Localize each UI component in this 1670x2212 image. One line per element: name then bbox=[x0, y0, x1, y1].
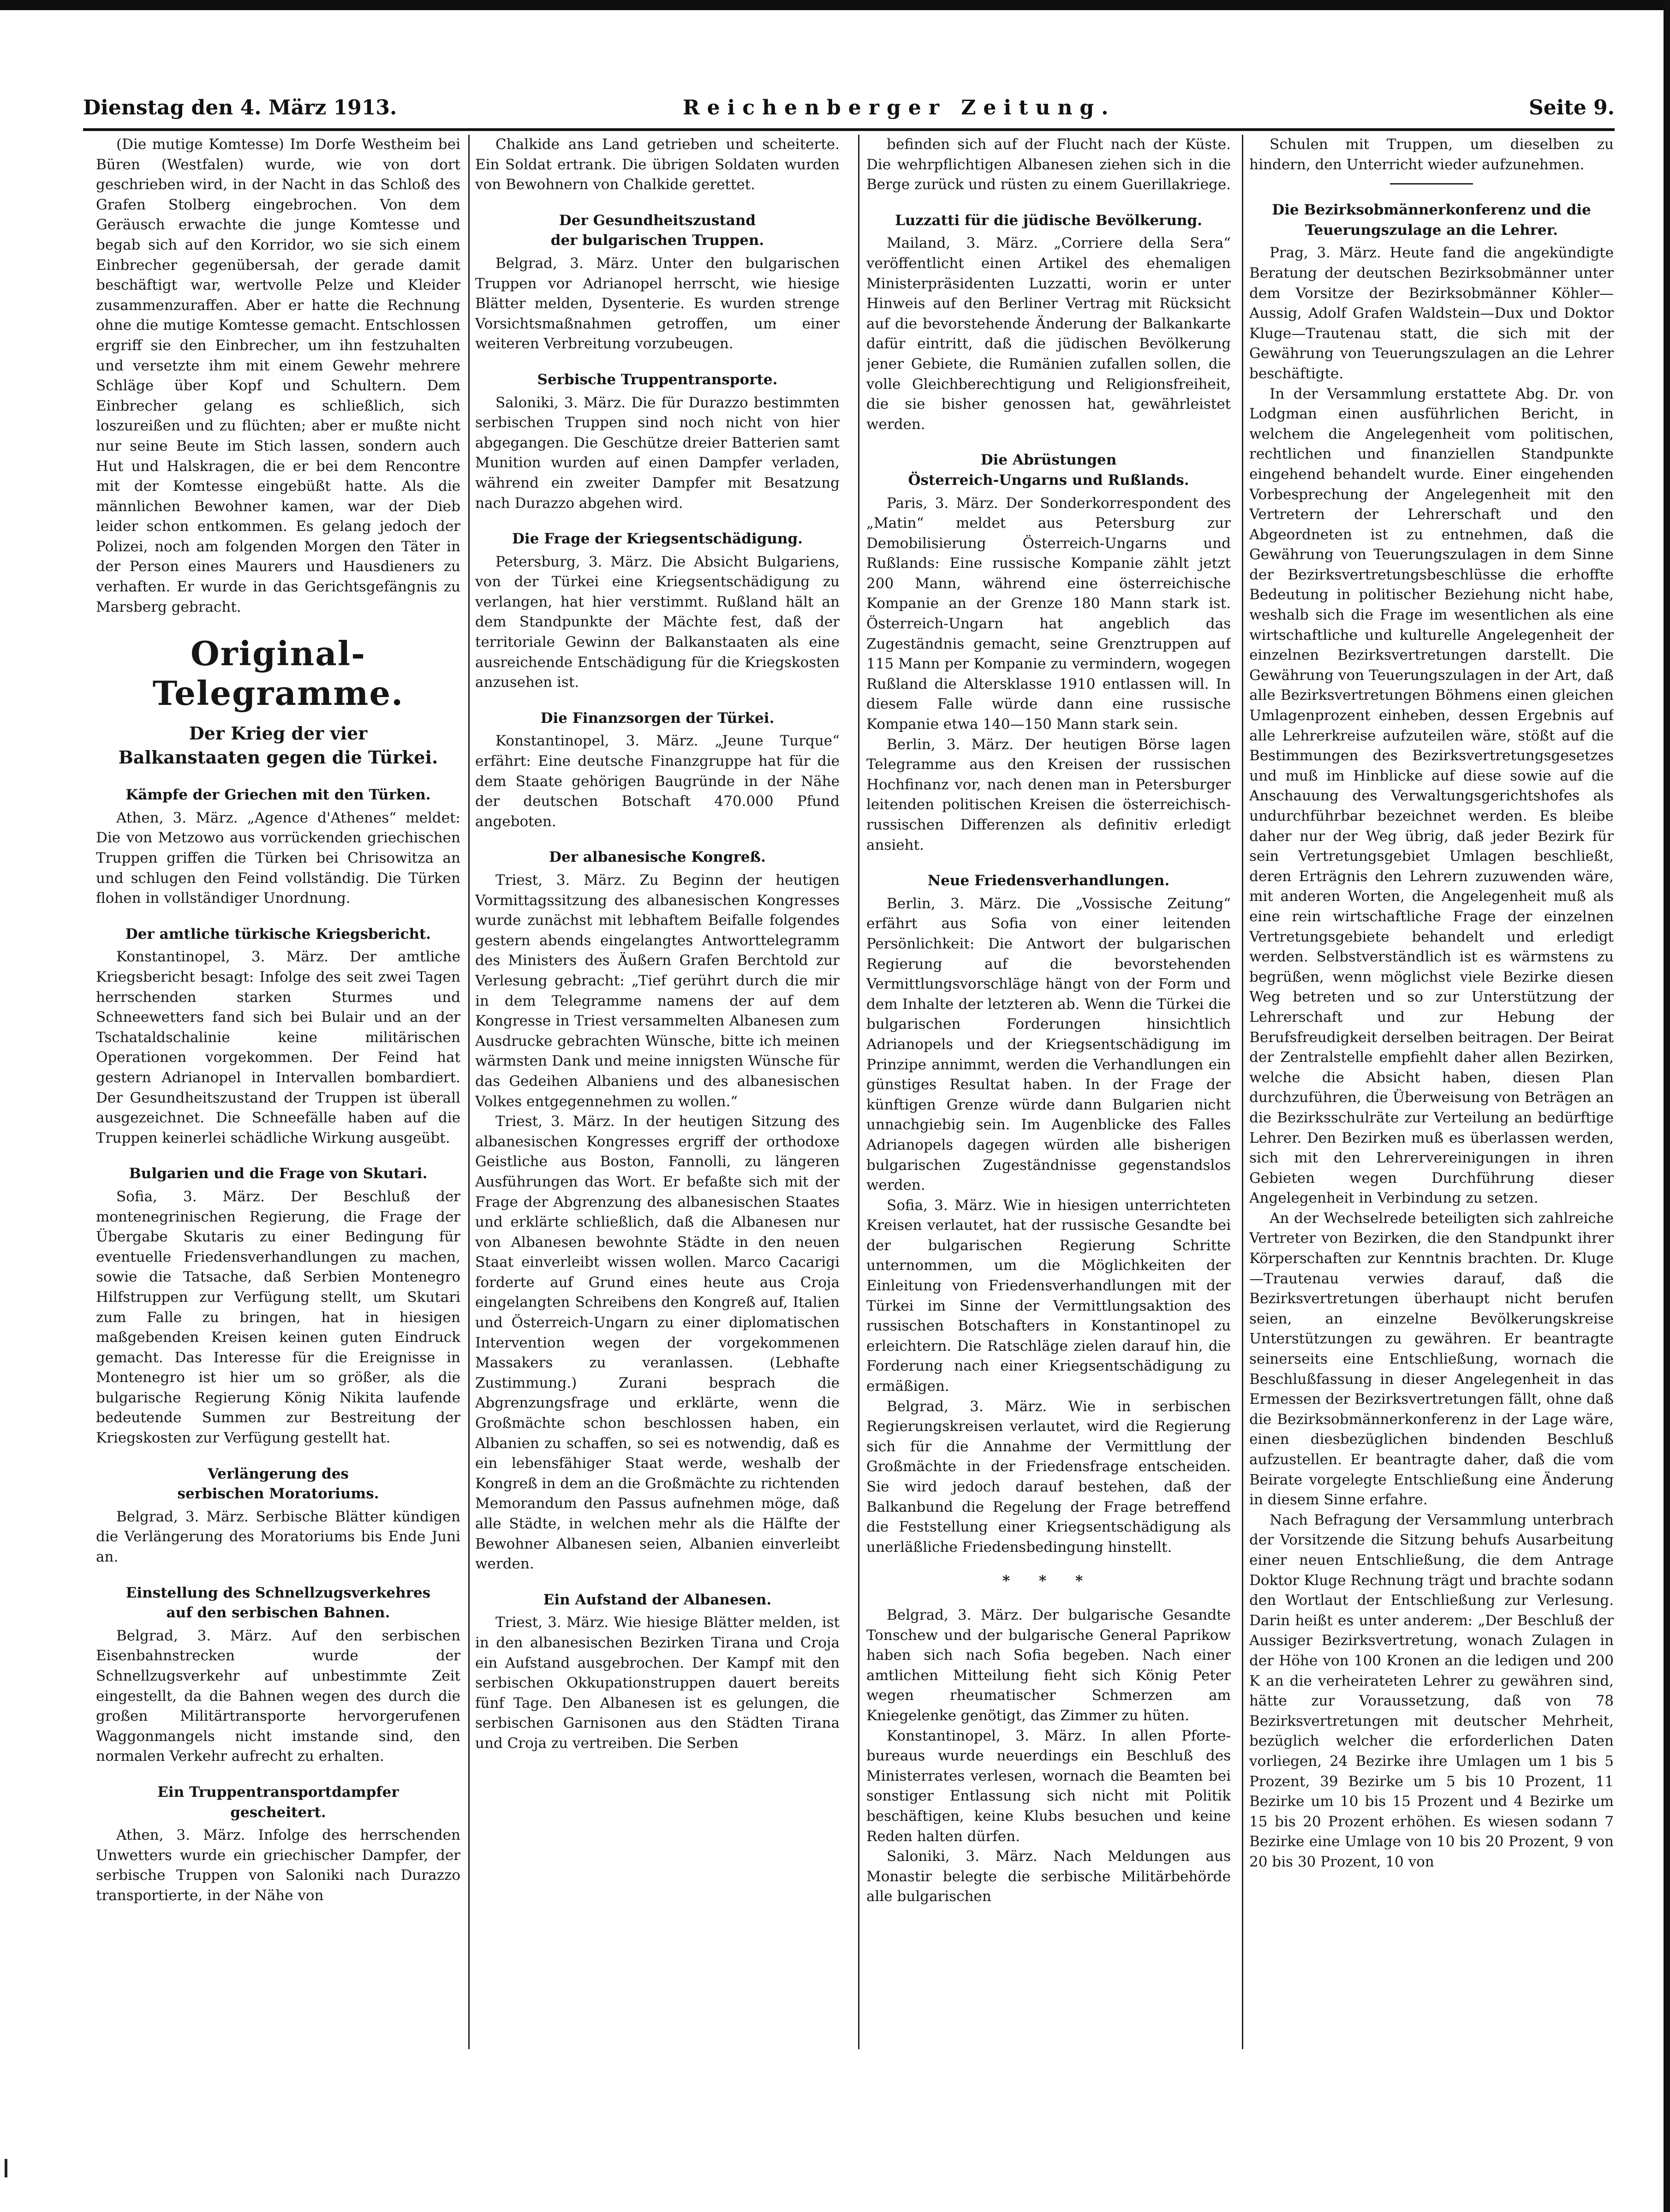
headline-line: Verlängerung des bbox=[208, 1465, 349, 1482]
headline-line: Ein Truppentransportdampfer bbox=[157, 1783, 399, 1801]
article-paragraph: Belgrad, 3. März. Unter den bulgarischen Truppen vor Adrianopel herrscht, wie hiesige Blätter melden, Dysenterie. Es wurden strenge Vorsichtsmaßnahmen getroffen, um einer weiteren Verbreitung vorzubeugen. bbox=[475, 255, 840, 352]
article-paragraph: In der Versammlung erstattete Abg. Dr. von Lodgman einen ausführlichen Bericht, in welchem die Angelegenheit vom politischen, rechtlichen und finanziellen Standpunkte eingehend behandelt wurde. Einer eingehenden Vorbesprechung der Angelegenheit mit den Vertretern der Lehrerschaft und den Abgeordneten ist zu entnehmen, daß die Gewährung von Teuerungszulagen in dem Sinne der Bezirksvertretungsbeschlüsse die erhoffte Bedeutung in politischer Beziehung nicht habe, weshalb sich die Frage im wesentlichen als eine wirtschaftliche und kulturelle Angelegenheit der einzelnen Bezirksvertretungen darstellt. Die Gewährung von Teuerungszulagen in der Art, daß alle Bezirksvertretungen Böhmens einen gleichen Umlagenprozent einheben, dessen Ergebnis auf alle Lehrerkreise aufzuteilen wäre, stößt auf die Bestimmungen des Bezirksvertretungsgesetzes und muß im Hinblicke auf diese sowie auf die Anschauung des Verwaltungsgerichtshofes als undurchführbar bezeichnet werden. Es bleibe daher nur der Weg übrig, daß jeder Bezirk für sein Vertretungsgebiet Umlagen beschließt, deren Erträgnis den Lehrern zuzuwenden wäre, mit anderen Worten, die Angelegenheit muß als eine rein wirtschaftliche Frage der einzelnen Vertretungsgebiete behandelt und erledigt werden. Selbstverständlich ist es wärmstens zu begrüßen, wenn möglichst viele Bezirke diesen Weg betreten und so zur Unterstützung der Lehrerschaft und zur Hebung der Berufsfreudigkeit derselben beitragen. Der Beirat der Zentralstelle empfiehlt daher allen Bezirken, welche die Absicht haben, diesen Plan durchzuführen, die Überweisung von Beträgen an die Bezirksschulräte zur Verteilung an bedürftige Lehrer. Den Bezirken muß es überlassen werden, sich mit den Lehrervereinigungen in ihren Gebieten wegen Durchführung dieser Angelegenheit in Verbindung zu setzen. bbox=[1249, 385, 1614, 1207]
article-paragraph: An der Wechselrede beteiligten sich zahlreiche Vertreter von Bezirken, die den Standpunkt ihrer Körperschaften zur Kenntnis brachten. Dr. Kluge—Trautenau verwies darauf, daß die Bezirksvertretungen überhaupt nicht berufen seien, an einzelne Bevölkerungskreise Unterstützungen zu gewähren. Er beantragte seinerseits eine Entschließung, wornach die Beschlußfassung in dieser Angelegenheit in das Ermessen der Bezirksvertretungen fällt, ohne daß die Bezirksobmännerkonferenz in der Lage wäre, einen diesbezüglichen bindenden Beschluß aufzustellen. Er beantragte daher, daß die vom Beirate vorgelegte Entschließung eine Änderung in diesem Sinne erfahre. bbox=[1249, 1210, 1614, 1508]
header-rule bbox=[83, 128, 1615, 131]
article-headline bbox=[866, 450, 1231, 490]
headline-line: Österreich-Ungarns und Rußlands. bbox=[908, 471, 1189, 489]
article-paragraph: Belgrad, 3. März. Wie in serbischen Regierungskreisen verlautet, wird die Regierung sich für die Annahme der Vermittlung der Großmächte in der Friedensfrage entscheiden. Sie wird jedoch darauf bestehen, daß der Balkanbund die Regelung der Frage betreffend die Feststellung einer Kriegsentschädigung als unerläßliche Friedensbedingung hinstellt. bbox=[866, 1398, 1231, 1556]
article-paragraph: Nach Befragung der Versammlung unterbrach der Vorsitzende die Sitzung behufs Ausarbeitung einer neuen Entschließung, die dem Antrage Doktor Kluge Rechnung trägt und brachte sodann den Wortlaut der Entschließung zur Verlesung. Darin heißt es unter anderem: „Der Beschluß der Aussiger Bezirksvertretung, wonach Zulagen in der Höhe von 100 Kronen an die ledigen und 200 K an die verheirateten Lehrer zu gewähren sind, hätte zur Voraussetzung, daß von 78 Bezirksvertretungen mit deutscher Mehrheit, bezüglich welcher die erforderlichen Daten vorliegen, 24 Bezirke ihre Umlagen um 1 bis 5 Prozent, 39 Bezirke um 5 bis 10 Prozent, 11 Bezirke um 10 bis 15 Prozent und 4 Bezirke um 15 bis 20 Prozent erhöhen. Es wiesen sodann 7 Bezirke eine Umlage von 10 bis 20 Prozent, 9 von 20 bis 30 Prozent, 10 von bbox=[1249, 1511, 1614, 1870]
article-paragraph: Belgrad, 3. März. Auf den serbischen Eisenbahnstrecken wurde der Schnellzugsverkehr auf unbestimmte Zeit eingestellt, da die Bahnen wegen des durch die großen Militärtransporte hervorgerufenen Waggonmangels nicht imstande sind, den normalen Verkehr aufrecht zu erhalten. bbox=[96, 1627, 460, 1765]
article-headline bbox=[475, 709, 840, 729]
column-rule bbox=[858, 135, 859, 2049]
article-paragraph: Petersburg, 3. März. Die Absicht Bulgariens, von der Türkei eine Kriegsentschädigung zu verlangen, hat hier verstimmt. Rußland hält an dem Standpunkte der Mächte fest, daß der territoriale Gewinn der Balkanstaaten als eine ausreichende Entschädigung für die Kriegskosten anzusehen ist. bbox=[475, 553, 840, 691]
article-paragraph: Triest, 3. März. In der heutigen Sitzung des albanesischen Kongresses ergriff der orthodoxe Geistliche aus Boston, Fannolli, zu längeren Ausführungen das Wort. Er befaßte sich mit der Frage der Abgrenzung des albanesischen Staates und erklärte schließlich, daß die Albanesen nur von Albanesen bewohnte Städte in den neuen Staat einverleibt wissen wollen. Marco Cacarigi forderte auf Grund eines heute aus Croja eingelangten Schreibens den Kongreß auf, Italien und Österreich-Ungarn zu einer diplomatischen Intervention wegen der vorgekommenen Massakers zu veranlassen. (Lebhafte Zustimmung.) Zurani besprach die Abgrenzungsfrage und erklärte, wenn die Großmächte schon beschlossen haben, ein Albanien zu schaffen, so sei es notwendig, daß es ein lebensfähiger Staat werde, weshalb der Kongreß in dem an die Großmächte zu richtenden Memorandum den Passus aufnehmen möge, daß alle Städte, in welchen mehr als die Hälfte der Bewohner Albanesen seien, Albanien einverleibt werden. bbox=[475, 1113, 840, 1573]
section-subheadline bbox=[96, 721, 460, 769]
article-headline bbox=[96, 1464, 460, 1504]
column-2 bbox=[475, 135, 840, 2049]
article-paragraph: Konstantinopel, 3. März. Der amtliche Kriegsbericht besagt: Infolge des seit zwei Tagen herrschenden starken Sturmes und Schneewetters fand sich bei Bulair und an der Tschataldschalinie keine militärischen Operationen vorgekommen. Der Feind hat gestern Adrianopel in Intervallen bombardiert. Der Gesundheitszustand der Truppen ist überall ausgezeichnet. Die Schneefälle haben auf die Truppen keinerlei schädliche Wirkung ausgeübt. bbox=[96, 948, 460, 1146]
article-headline bbox=[96, 924, 460, 945]
article-paragraph: Chalkide ans Land getrieben und scheiterte. Ein Soldat ertrank. Die übrigen Soldaten wurden von Bewohnern von Chalkide gerettet. bbox=[475, 136, 840, 193]
headline-line: serbischen Moratoriums. bbox=[177, 1485, 379, 1502]
headline-line: Kämpfe der Griechen mit den Türken. bbox=[125, 787, 431, 804]
article-paragraph: Triest, 3. März. Wie hiesige Blätter melden, ist in den albanesischen Bezirken Tirana und Croja ein Aufstand ausgebrochen. Der Kampf mit den serbischen Okkupationstruppen dauert bereits fünf Tage. Den Albanesen ist es gelungen, die serbischen Garnisonen aus den Städten Tirana und Croja zu vertreiben. Die Serben bbox=[475, 1614, 840, 1752]
headline-line: auf den serbischen Bahnen. bbox=[166, 1604, 390, 1622]
article-headline bbox=[1249, 200, 1614, 240]
article-headline bbox=[96, 1783, 460, 1823]
headline-line: Ein Aufstand der Albanesen. bbox=[543, 1591, 772, 1608]
newspaper-page bbox=[28, 0, 1661, 2212]
article-paragraph: Paris, 3. März. Der Sonderkorrespondent des „Matin“ meldet aus Petersburg zur Demobilisierung Österreich-Ungarns und Rußlands: Eine russische Kompanie zählt jetzt 200 Mann, während eine österreichische Kompanie an der Grenze 180 Mann stark ist. Österreich-Ungarn hat angeblich das Zugeständnis gemacht, seine Grenztruppen auf 115 Mann per Kompanie zu vermindern, wogegen Rußland die Altersklasse 1910 entlassen will. In diesem Falle würde dann eine russische Kompanie etwa 140—150 Mann stark sein. bbox=[866, 495, 1231, 733]
article-headline bbox=[866, 871, 1231, 891]
article-paragraph: Konstantinopel, 3. März. „Jeune Turque“ erfährt: Eine deutsche Finanzgruppe hat für die dem Staate gehörigen Baugründe in der Nähe der deutschen Botschaft 470.000 Pfund angeboten. bbox=[475, 733, 840, 830]
article-paragraph: (Die mutige Komtesse) Im Dorfe Westheim bei Büren (Westfalen) wurde, wie von dort geschrieben wird, in der Nacht in das Schloß des Grafen Stolberg eingebrochen. Von dem Geräusch erwachte die junge Komtesse und begab sich auf den Korridor, wo sie sich einem Einbrecher gegenübersah, der gerade damit beschäftigt war, wertvolle Pelze und Kleider zusammenzuraffen. Aber er hatte die Rechnung ohne die mutige Komtesse gemacht. Entschlossen ergriff sie den Einbrecher, um ihn festzuhalten und versetzte ihm mit einem Gewehr mehrere Schläge über Kopf und Schultern. Dem Einbrecher gelang es schließlich, sich loszureißen und zu flüchten; aber er mußte nicht nur seine Beute im Stich lassen, sondern auch Hut und Halskragen, die er bei dem Rencontre mit der Komtesse eingebüßt hatte. Als die männlichen Bewohner kamen, war der Dieb leider schon entkommen. Es gelang jedoch der Polizei, noch am folgenden Morgen den Täter in der Person eines Maurers und Hausdieners zu verhaften. Er wurde in das Gerichtsgefängnis zu Marsberg gebracht. bbox=[96, 136, 460, 615]
article-paragraph: Berlin, 3. März. Die „Vossische Zeitung“ erfährt aus Sofia von einer leitenden Persönlichkeit: Die Antwort der bulgarischen Regierung auf die bevorstehenden Vermittlungsvorschläge hängt von der Form und dem Inhalte der letzteren ab. Wenn die Türkei die bulgarischen Forderungen hinsichtlich Adrianopels und der Kriegsentschädigung im Prinzipe annimmt, werden die Verhandlungen ein günstiges Resultat haben. In der Frage der künftigen Grenze würde dann Bulgarien nicht unnachgiebig sein. Im Augenblicke des Falles Adrianopels dagegen würden alle bisherigen bulgarischen Zugeständnisse gegenstandslos werden. bbox=[866, 895, 1231, 1194]
headline-line: Der Gesundheitszustand bbox=[559, 212, 756, 229]
column-rule bbox=[1242, 135, 1243, 2049]
article-headline bbox=[96, 1164, 460, 1184]
article-paragraph: Saloniki, 3. März. Nach Meldungen aus Monastir belegte die serbische Militärbehörde alle bulgarischen bbox=[866, 1848, 1231, 1905]
article-paragraph: Triest, 3. März. Zu Beginn der heutigen Vormittagssitzung des albanesischen Kongresses wurde zunächst mit lebhaftem Beifalle folgendes gestern abends eingelangtes Antworttelegramm des Ministers des Äußern Grafen Berchtold zur Verlesung gebracht: „Tief gerührt durch die mir in dem Telegramme namens der auf dem Kongresse in Triest versammelten Albanesen zum Ausdrucke gebrachten Wünsche, bitte ich meinen wärmsten Dank und meine innigsten Wünsche für das Gedeihen Albaniens und des albanesischen Volkes entgegennehmen zu wollen.“ bbox=[475, 872, 840, 1110]
article-headline bbox=[475, 847, 840, 868]
scan-border-right bbox=[1664, 0, 1670, 2212]
article-paragraph: Athen, 3. März. „Agence d'Athenes“ meldet: Die von Metzowo aus vorrückenden griechischen Truppen griffen die Türken bei Chrisowitza an und schlugen den Feind vollständig. Die Türken flohen in vollständiger Unordnung. bbox=[96, 809, 460, 907]
scan-mark bbox=[5, 2159, 7, 2177]
article-paragraph: Belgrad, 3. März. Der bulgarische Gesandte Tonschew und der bulgarische General Paprikow haben sich nach Sofia begeben. Nach einer amtlichen Mitteilung fieht sich König Peter wegen rheumatischer Schmerzen am Kniegelenke genötigt, das Zimmer zu hüten. bbox=[866, 1606, 1231, 1724]
headline-line: Der albanesische Kongreß. bbox=[549, 849, 766, 866]
headline-line: Neue Friedensverhandlungen. bbox=[927, 872, 1170, 889]
headline-line: Luzzatti für die jüdische Bevölkerung. bbox=[895, 212, 1202, 229]
column-3 bbox=[866, 135, 1231, 2049]
asterisk-separator: * * * bbox=[1002, 1573, 1095, 1590]
article-headline bbox=[475, 1590, 840, 1610]
article-headline bbox=[475, 370, 840, 390]
column-rule bbox=[468, 135, 470, 2049]
headline-line: Der amtliche türkische Kriegsbericht. bbox=[125, 925, 431, 942]
header-newspaper-title: Reichenberger Zeitung. bbox=[683, 96, 1116, 119]
article-paragraph: Saloniki, 3. März. Die für Durazzo bestimmten serbischen Truppen sind noch nicht von hier abgegangen. Die Geschütze dreier Batterien samt Munition wurden auf einen Dampfer verladen, während ein zweiter Dampfer mit Besatzung nach Durazzo abgehen wird. bbox=[475, 394, 840, 512]
section-title: Original-Telegramme. bbox=[152, 634, 404, 713]
article-paragraph: Prag, 3. März. Heute fand die angekündigte Beratung der deutschen Bezirksobmänner unter dem Vorsitze der Bezirksobmänner Köhler—Aussig, Adolf Grafen Waldstein—Dux und Doktor Kluge—Trautenau statt, die sich mit der Gewährung von Teuerungszulagen an die Lehrer beschäftigte. bbox=[1249, 244, 1614, 382]
article-paragraph: Konstantinopel, 3. März. In allen Pforte-bureaus wurde neuerdings ein Beschluß des Ministerrates verlesen, wornach die Beamten bei sonstiger Entlassung sich nicht mit Politik beschäftigen, keine Klubs besuchen und keine Reden halten dürfen. bbox=[866, 1727, 1231, 1845]
headline-line: Die Abrüstungen bbox=[980, 452, 1117, 469]
headline-line: Die Finanzsorgen der Türkei. bbox=[540, 710, 775, 727]
article-headline bbox=[96, 785, 460, 805]
article-paragraph: Mailand, 3. März. „Corriere della Sera“ veröffentlicht einen Artikel des ehemaligen Ministerpräsidenten Luzzatti, worin er unter Hinweis auf den Berliner Vertrag mit Rücksicht auf die bevorstehende Änderung der Balkankarte dafür eintritt, daß die jüdischen Bevölkerung jener Gebiete, die Rumänien zufallen sollen, die volle Gleichberechtigung und Religionsfreiheit, die sie bisher genossen hat, gewährleistet werden. bbox=[866, 235, 1231, 433]
headline-line: Der Krieg der vier bbox=[189, 723, 368, 744]
headline-line: Teuerungszulage an die Lehrer. bbox=[1305, 221, 1558, 238]
header-page-number: Seite 9. bbox=[1528, 96, 1615, 119]
headline-line: Serbische Truppentransporte. bbox=[537, 371, 778, 388]
article-headline bbox=[96, 1583, 460, 1623]
article-paragraph: Athen, 3. März. Infolge des herrschenden Unwetters wurde ein griechischer Dampfer, der serbische Truppen von Saloniki nach Durazzo transportierte, in der Nähe von bbox=[96, 1827, 460, 1904]
headline-line: gescheitert. bbox=[230, 1804, 326, 1821]
headline-line: Die Frage der Kriegsentschädigung. bbox=[512, 531, 803, 548]
headline-line: Balkanstaaten gegen die Türkei. bbox=[118, 747, 438, 768]
short-rule bbox=[1390, 183, 1473, 185]
article-paragraph: Sofia, 3. März. Wie in hiesigen unterrichteten Kreisen verlautet, hat der russische Gesandte bei der bulgarischen Regierung Schritte unternommen, um die Möglichkeiten der Einleitung von Friedensverhandlungen mit der Türkei im Sinne der Vermittlungsaktion des russischen Botschafters in Konstantinopel zu erleichtern. Die Ratschläge zielen darauf hin, die Forderung nach einer Kriegsentschädigung zu ermäßigen. bbox=[866, 1197, 1231, 1395]
article-paragraph: befinden sich auf der Flucht nach der Küste. Die wehrpflichtigen Albanesen ziehen sich in die Berge zurück und rüsten zu einem Guerillakriege. bbox=[866, 136, 1231, 193]
headline-line: der bulgarischen Truppen. bbox=[550, 232, 764, 249]
page-header bbox=[83, 92, 1615, 123]
article-paragraph: Belgrad, 3. März. Serbische Blätter kündigen die Verlängerung des Moratoriums bis Ende Juni an. bbox=[96, 1508, 460, 1566]
headline-line: Die Bezirksobmännerkonferenz und die bbox=[1272, 202, 1591, 219]
article-paragraph: Schulen mit Truppen, um dieselben zu hindern, den Unterricht wieder aufzunehmen. bbox=[1249, 136, 1614, 173]
article-headline bbox=[866, 211, 1231, 231]
article-paragraph: Berlin, 3. März. Der heutigen Börse lagen Telegramme aus den Kreisen der russischen Hochfinanz vor, nach denen man in Petersburger leitenden politischen Kreisen die österreichisch-russischen Differenzen als definitiv erledigt ansieht. bbox=[866, 736, 1231, 853]
column-1 bbox=[96, 135, 460, 2049]
column-4 bbox=[1249, 135, 1614, 2049]
article-headline bbox=[475, 529, 840, 549]
article-headline bbox=[475, 211, 840, 251]
headline-line: Bulgarien und die Frage von Skutari. bbox=[129, 1165, 428, 1182]
article-paragraph: Sofia, 3. März. Der Beschluß der montenegrinischen Regierung, die Frage der Übergabe Skutaris zu einer Bedingung für eventuelle Friedensverhandlungen zu machen, sowie die Tatsache, daß Serbien Montenegro Hilfstruppen zur Verfügung stellt, um Skutari zum Falle zu bringen, hat in hiesigen maßgebenden Kreisen keinen guten Eindruck gemacht. Das Interesse für die Ereignisse in Montenegro ist hier um so größer, als die bulgarische Regierung König Nikita laufende bedeutende Summen zur Bestreitung der Kriegskosten zur Verfügung gestellt hat. bbox=[96, 1188, 460, 1447]
headline-line: Einstellung des Schnellzugsverkehres bbox=[125, 1584, 431, 1601]
header-date: Dienstag den 4. März 1913. bbox=[83, 96, 397, 119]
